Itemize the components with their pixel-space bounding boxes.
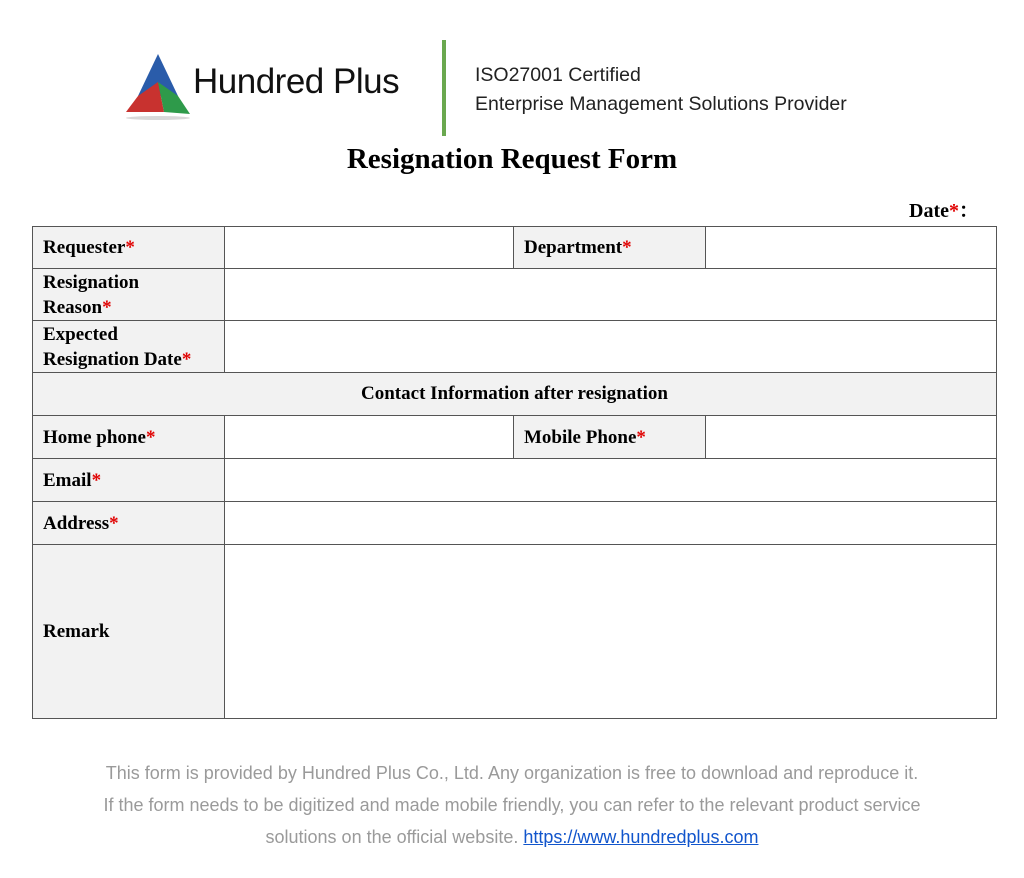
table-row <box>33 373 997 416</box>
footer-note <box>0 757 1024 853</box>
cert-line-1: ISO27001 Certified <box>475 64 641 86</box>
remark-label: Remark <box>33 545 225 719</box>
date-colon: ： <box>959 200 979 222</box>
date-label <box>909 194 979 223</box>
footer-line-2: If the form needs to be digitized and made mobile friendly, you can refer to the relevant product service <box>103 795 921 815</box>
certification-text <box>475 61 847 119</box>
email-label: Email* <box>33 459 225 502</box>
email-field[interactable] <box>225 459 997 502</box>
table-row <box>33 502 997 545</box>
requester-label: Requester* <box>33 227 225 269</box>
table-row <box>33 545 997 719</box>
remark-field[interactable] <box>225 545 997 719</box>
website-link[interactable]: https://www.hundredplus.com <box>523 827 759 847</box>
requester-field[interactable] <box>225 227 514 269</box>
home-phone-label: Home phone* <box>33 416 225 459</box>
company-logo-text: Hundred Plus <box>193 62 400 101</box>
resignation-reason-label: Resignation Reason* <box>33 269 225 321</box>
contact-section-header: Contact Information after resignation <box>33 373 997 416</box>
footer-line-3: solutions on the official website. https://www.hundredplus.com <box>265 827 759 847</box>
address-field[interactable] <box>225 502 997 545</box>
mobile-phone-label: Mobile Phone* <box>514 416 706 459</box>
cert-line-2: Enterprise Management Solutions Provider <box>475 93 847 115</box>
home-phone-field[interactable] <box>225 416 514 459</box>
table-row <box>33 416 997 459</box>
date-label-text: Date <box>909 200 949 222</box>
address-label: Address* <box>33 502 225 545</box>
resignation-reason-field[interactable] <box>225 269 997 321</box>
header-divider <box>442 40 446 136</box>
expected-resignation-date-label: Expected Resignation Date* <box>33 321 225 373</box>
table-row <box>33 321 997 373</box>
department-label: Department* <box>514 227 706 269</box>
expected-resignation-date-field[interactable] <box>225 321 997 373</box>
required-mark: * <box>949 200 959 222</box>
footer-line-1: This form is provided by Hundred Plus Co., Ltd. Any organization is free to download and reproduce it. <box>105 763 919 783</box>
form-title: Resignation Request Form <box>346 143 678 175</box>
department-field[interactable] <box>706 227 997 269</box>
table-row <box>33 459 997 502</box>
hundred-plus-logo-icon <box>124 52 192 122</box>
page-header <box>0 0 1024 140</box>
resignation-form-table <box>32 226 997 719</box>
table-row <box>33 269 997 321</box>
table-row <box>33 227 997 269</box>
mobile-phone-field[interactable] <box>706 416 997 459</box>
